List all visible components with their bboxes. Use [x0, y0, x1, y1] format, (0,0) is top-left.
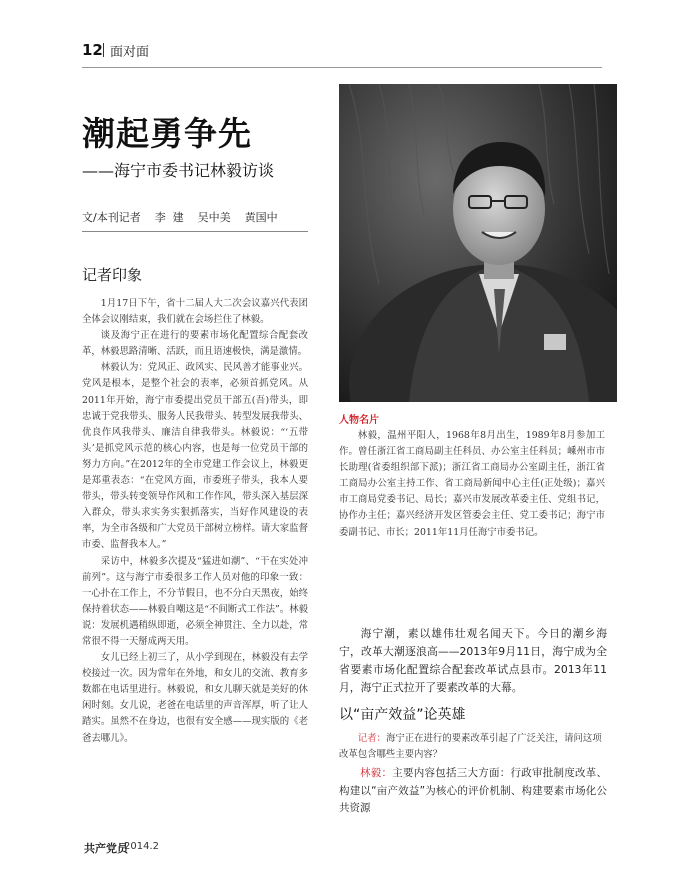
impression-paragraph: 采访中，林毅多次提及“猛进如潮”、“干在实处冲前列”。这与海宁市委很多工作人员对他的印象一致：一心扑在工作上，不分节假日，也不分白天黑夜，始终保持着状态——林毅自嘲这是“不间断式工作法”。林毅说：发展机遇稍纵即逝，必须全神贯注、全力以赴，常常很不得一天掰成两天用。: [82, 555, 308, 647]
impression-paragraph: 林毅认为：党风正、政风实、民风善才能事业兴。党风是根本，是整个社会的表率，必须首抓党风。从2011年开始，海宁市委提出党员干部五(吾)带头，即忠诚于党我带头、服务人民我带头、转型发展我带头、优良作风我带头、廉洁自律我带头。林毅说：“‘五带头’是抓党风示范的核心内容，也是每一位党员干部的努力方向。”在2012年的全市党建工作会议上，林毅更是郑重表态：“在党风方面，市委班子带头，我本人要带头，带头转变领导作风和工作作风，带头深入基层深入群众，带头求实务实狠抓落实，当好作风建设的表率，为全市各级和广大党员干部树立榜样。请大家监督市委、监督我本人。”: [82, 362, 308, 551]
answer: [339, 765, 607, 818]
impression-paragraph: 女儿已经上初三了，从小学到现在，林毅没有去学校接过一次。因为常年在外地，和女儿的交流、教育多数都在电话里进行。林毅说，和女儿聊天就是美好的休闲时刻。女儿说，老爸在电话里的声音浑厚，听了让人踏实。虽然不在身边，也很有安全感——现实版的《老爸去哪儿》。: [82, 652, 308, 744]
question: [339, 731, 607, 763]
impression-paragraph: 谈及海宁正在进行的要素市场化配置综合配套改革，林毅思路清晰、活跃，而且语速极快，满是激情。: [82, 330, 308, 358]
impression-paragraph: 1月17日下午，省十二届人大二次会议嘉兴代表团全体会议刚结束，我们就在会场拦住了林毅。: [82, 298, 308, 326]
profile-body: [339, 428, 605, 541]
profile-text: 林毅，温州平阳人，1968年8月出生，1989年8月参加工作。曾任浙江省工商局副主任科员、办公室主任科员；嵊州市市长助理(省委组织部下派)；浙江省工商局办公室副主任，浙江省工商局办公室主持工作、省工商局新闻中心主任(正处级)；嘉兴市工商局党委书记、局长；嘉兴市发展改革委主任、党组书记，协作办主任；嘉兴经济开发区管委会主任、党工委书记；海宁市委副书记、市长；2011年11月任海宁市委书记。: [339, 430, 605, 538]
answer-label: 林毅：: [360, 767, 393, 779]
byline-rule: [82, 231, 308, 232]
article-subtitle: ——海宁市委书记林毅访谈: [82, 161, 275, 180]
byline: 文/本刊记者 李 建 吴中美 黄国中: [82, 211, 278, 224]
answer-text: 主要内容包括三大方面：行政审批制度改革、构建以“亩产效益”为核心的评价机制、构建要素市场化公共资源: [339, 767, 607, 814]
portrait-photo: [339, 84, 617, 402]
profile-heading: 人物名片: [339, 415, 379, 426]
magazine-logo: 共产党员: [84, 842, 128, 855]
article-title: 潮起勇争先: [82, 114, 252, 153]
impression-heading: 记者印象: [82, 266, 143, 284]
question-text: 海宁正在进行的要素改革引起了广泛关注，请问这项改革包含哪些主要内容？: [339, 733, 602, 761]
page-number: 12: [82, 41, 103, 59]
question-label: 记者：: [357, 733, 386, 744]
issue-date: 2014.2: [124, 841, 159, 852]
header-rule: [82, 67, 602, 68]
qa-heading: 以“亩产效益”论英雄: [339, 707, 466, 723]
impression-body: [82, 296, 308, 747]
lead-text: 海宁潮，素以雄伟壮观名闻天下。今日的潮乡海宁，改革大潮逐浪高——2013年9月11日，海宁成为全省要素市场化配置综合配套改革试点县市。2013年11月，海宁正式拉开了要素改革的大幕。: [339, 627, 607, 694]
lead-paragraph: [339, 625, 607, 697]
header-separator: [103, 43, 104, 57]
section-name: 面对面: [110, 45, 150, 60]
